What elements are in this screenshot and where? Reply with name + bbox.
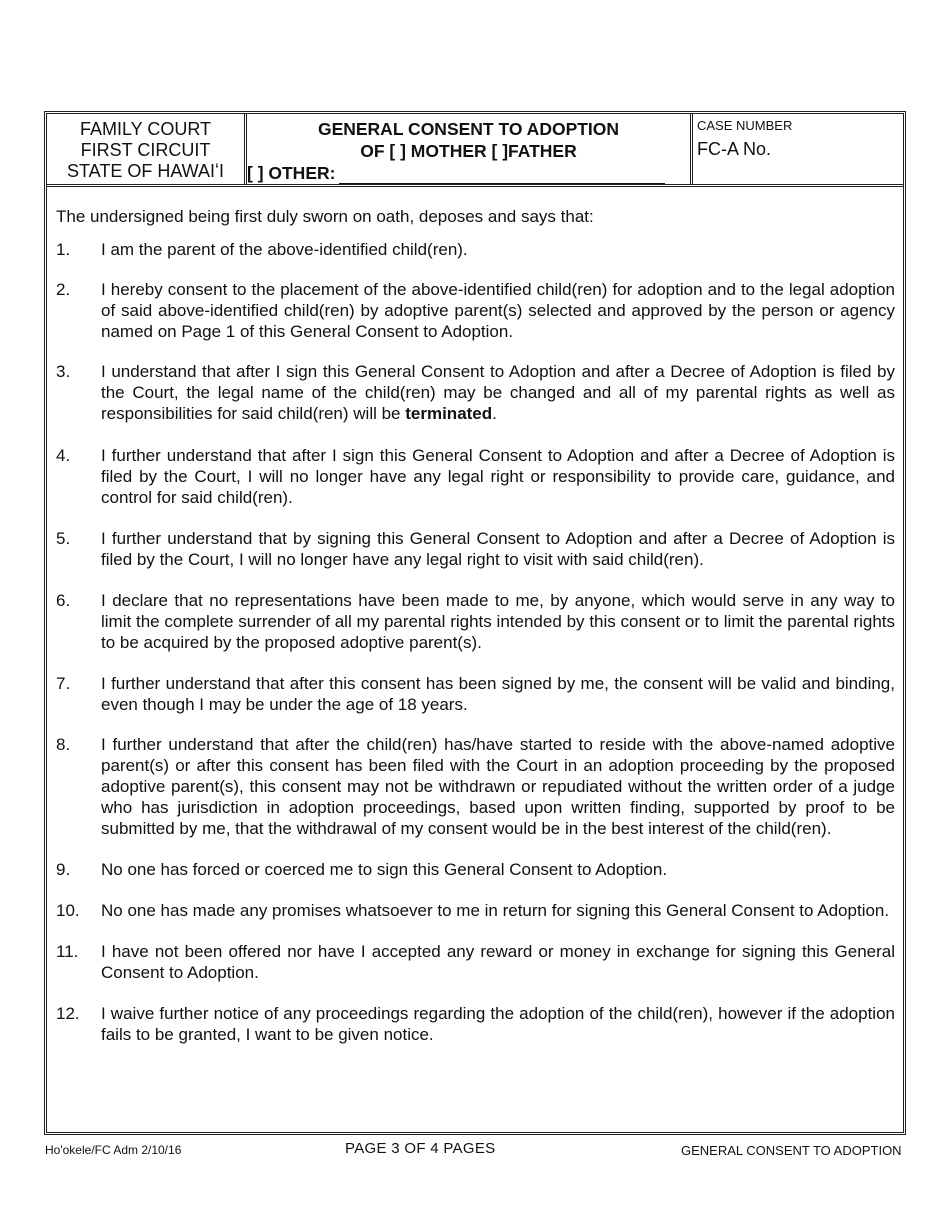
clause-item [56, 279, 895, 342]
clause-item [56, 1003, 895, 1045]
consent-party-checkboxes[interactable]: OF [ ] MOTHER [ ]FATHER [360, 141, 577, 161]
case-number-block [693, 114, 903, 184]
clause-number: 12. [56, 1004, 80, 1023]
title-block [247, 114, 693, 184]
clause-number: 8. [56, 735, 71, 754]
case-number-field[interactable]: FC-A No. [697, 139, 772, 159]
clause-text: I hereby consent to the placement of the above-identified child(ren) for adoption and to the legal adoption of said above-identified child(ren) by adoptive parent(s) selected and approved by the person or agency named on Page 1 of this General Consent to Adoption. [101, 280, 895, 341]
clause-number: 7. [56, 674, 71, 693]
clause-text: No one has forced or coerced me to sign this General Consent to Adoption. [101, 860, 668, 879]
clause-text: No one has made any promises whatsoever to me in return for signing this General Consent to Adoption. [101, 901, 890, 920]
clause-number: 4. [56, 446, 71, 465]
document-name: GENERAL CONSENT TO ADOPTION [681, 1143, 902, 1158]
clause-number: 5. [56, 529, 71, 548]
court-state: STATE OF HAWAIʻI [67, 161, 224, 181]
clause-item [56, 528, 895, 570]
form-frame [44, 111, 906, 1135]
clause-text-part: . [492, 404, 497, 423]
clause-item [56, 673, 895, 715]
form-title: GENERAL CONSENT TO ADOPTION [317, 119, 620, 139]
clause-item [56, 239, 895, 260]
court-name: FAMILY COURT [79, 119, 212, 139]
clause-text: I declare that no representations have been made to me, by anyone, which would serve in any way to limit the complete surrender of all my parental rights intended by this consent or to limit the parental rights to be acquired by the proposed adoptive parent(s). [101, 591, 895, 652]
clause-number: 2. [56, 280, 71, 299]
clause-text: I further understand that after I sign this General Consent to Adoption and after a Decree of Adoption is filed by the Court, I will no longer have any legal right or responsibility to provide care, guidance, and control for said child(ren). [101, 446, 895, 507]
clause-text: I further understand that by signing this General Consent to Adoption and after a Decree of Adoption is filed by the Court, I will no longer have any legal right to visit with said child(ren). [101, 529, 895, 569]
form-id: Ho'okele/FC Adm 2/10/16 [45, 1143, 182, 1157]
court-circuit: FIRST CIRCUIT [80, 140, 211, 160]
consent-body [56, 206, 895, 1045]
clause-text-emphasis: terminated [405, 404, 493, 423]
clause-text: I have not been offered nor have I accepted any reward or money in exchange for signing this General Consent to Adoption. [101, 942, 895, 982]
intro-statement: The undersigned being first duly sworn on oath, deposes and says that: [56, 207, 594, 226]
form-header [47, 114, 903, 187]
clause-item [56, 590, 895, 653]
clause-text: I waive further notice of any proceedings regarding the adoption of the child(ren), however if the adoption fails to be granted, I want to be given notice. [101, 1004, 895, 1044]
clause-number: 10. [56, 901, 80, 920]
clause-number: 11. [56, 942, 79, 961]
other-label: [ ] OTHER: [247, 163, 336, 183]
clause-number: 9. [56, 860, 71, 879]
clause-item [56, 445, 895, 508]
other-blank-line[interactable] [339, 167, 665, 184]
clause-item [56, 900, 895, 921]
clause-text [101, 361, 895, 424]
court-block [47, 114, 247, 184]
clause-number: 1. [56, 240, 71, 259]
case-number-label: CASE NUMBER [697, 118, 793, 133]
clause-number: 6. [56, 591, 71, 610]
clause-number: 3. [56, 362, 71, 381]
other-party-field[interactable] [247, 162, 690, 184]
clause-text: I am the parent of the above-identified child(ren). [101, 240, 468, 259]
clause-item [56, 859, 895, 880]
clause-text: I further understand that after this consent has been signed by me, the consent will be valid and binding, even though I may be under the age of 18 years. [101, 674, 895, 714]
clause-text: I further understand that after the child(ren) has/have started to reside with the above-named adoptive parent(s) or after this consent has been filed with the Court in an adoption proceeding by the proposed adoptive parent(s), this consent may not be withdrawn or repudiated without the written order of a judge who has jurisdiction in adoption proceedings, based upon written finding, supported by proof to be submitted by me, that the withdrawal of my consent would be in the best interest of the child(ren). [101, 735, 895, 838]
page-number: PAGE 3 OF 4 PAGES [345, 1140, 496, 1157]
clause-text-part: I understand that after I sign this General Consent to Adoption and after a Decree of Adoption is filed by the Court, the legal name of the child(ren) may be changed and all of my parental rights as well as responsibilities for said child(ren) will be [101, 362, 895, 423]
clause-item [56, 941, 895, 983]
clause-item [56, 734, 895, 839]
clause-item [56, 361, 895, 424]
